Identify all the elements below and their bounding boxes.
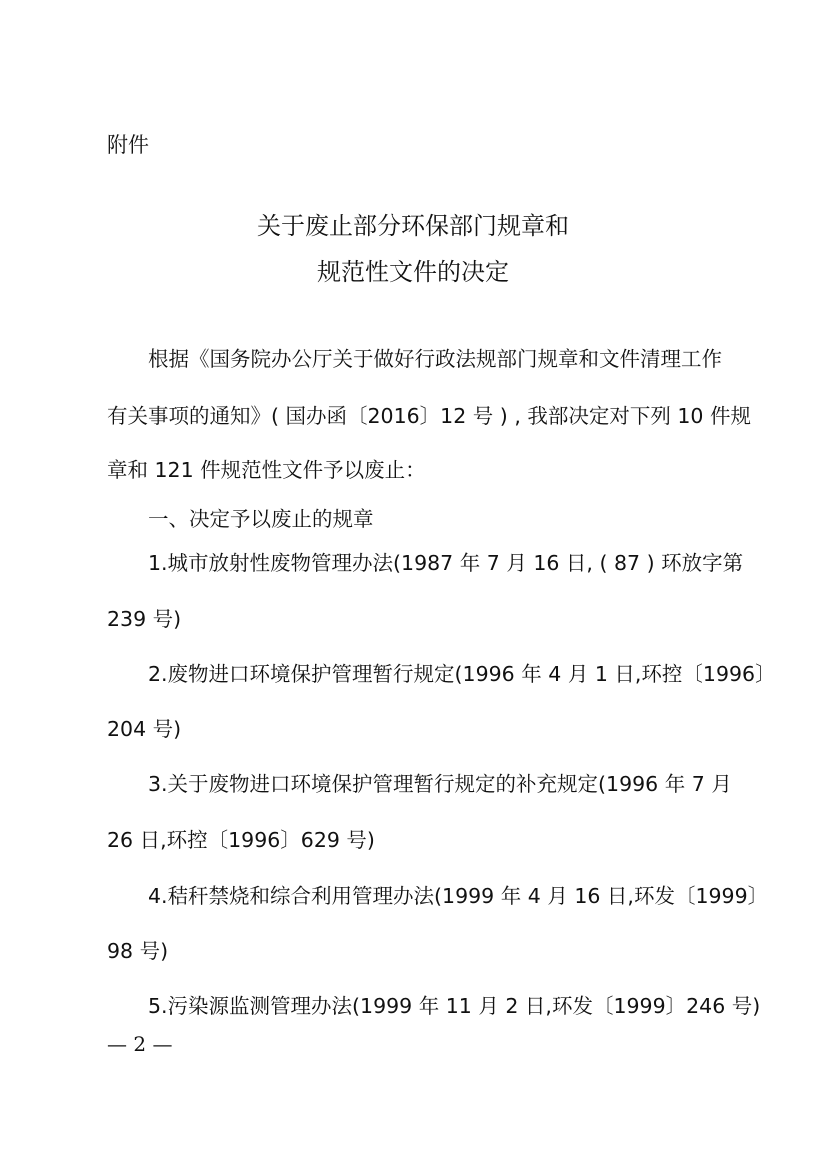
list-item-2-line-1: 2.废物进口环境保护管理暂行规定(1996 年 4 月 1 日,环控〔1996〕: [148, 662, 776, 686]
intro-paragraph-line-2: 有关事项的通知》( 国办函〔2016〕12 号 ) , 我部决定对下列 10 件规: [107, 404, 751, 428]
list-item-4-line-2: 98 号): [107, 939, 169, 963]
section-heading: 一、决定予以废止的规章: [148, 507, 374, 531]
list-item-3-line-1: 3.关于废物进口环境保护管理暂行规定的补充规定(1996 年 7 月: [148, 772, 732, 796]
intro-paragraph-line-3: 章和 121 件规范性文件予以废止：: [107, 458, 426, 482]
attachment-label: 附件: [107, 133, 149, 157]
list-item-3-line-2: 26 日,环控〔1996〕629 号): [107, 828, 375, 852]
list-item-1-line-1: 1.城市放射性废物管理办法(1987 年 7 月 16 日, ( 87 ) 环放字第: [148, 551, 744, 575]
document-title-line-1: 关于废止部分环保部门规章和: [257, 212, 569, 240]
intro-paragraph-line-1: 根据《国务院办公厅关于做好行政法规部门规章和文件清理工作: [148, 347, 722, 371]
list-item-5-line-1: 5.污染源监测管理办法(1999 年 11 月 2 日,环发〔1999〕246 号): [148, 994, 761, 1018]
list-item-4-line-1: 4.秸秆禁烧和综合利用管理办法(1999 年 4 月 16 日,环发〔1999〕: [148, 884, 769, 908]
list-item-2-line-2: 204 号): [107, 717, 182, 741]
page-number: — 2 —: [107, 1032, 173, 1056]
list-item-1-line-2: 239 号): [107, 607, 182, 631]
document-title-line-2: 规范性文件的决定: [317, 258, 509, 286]
